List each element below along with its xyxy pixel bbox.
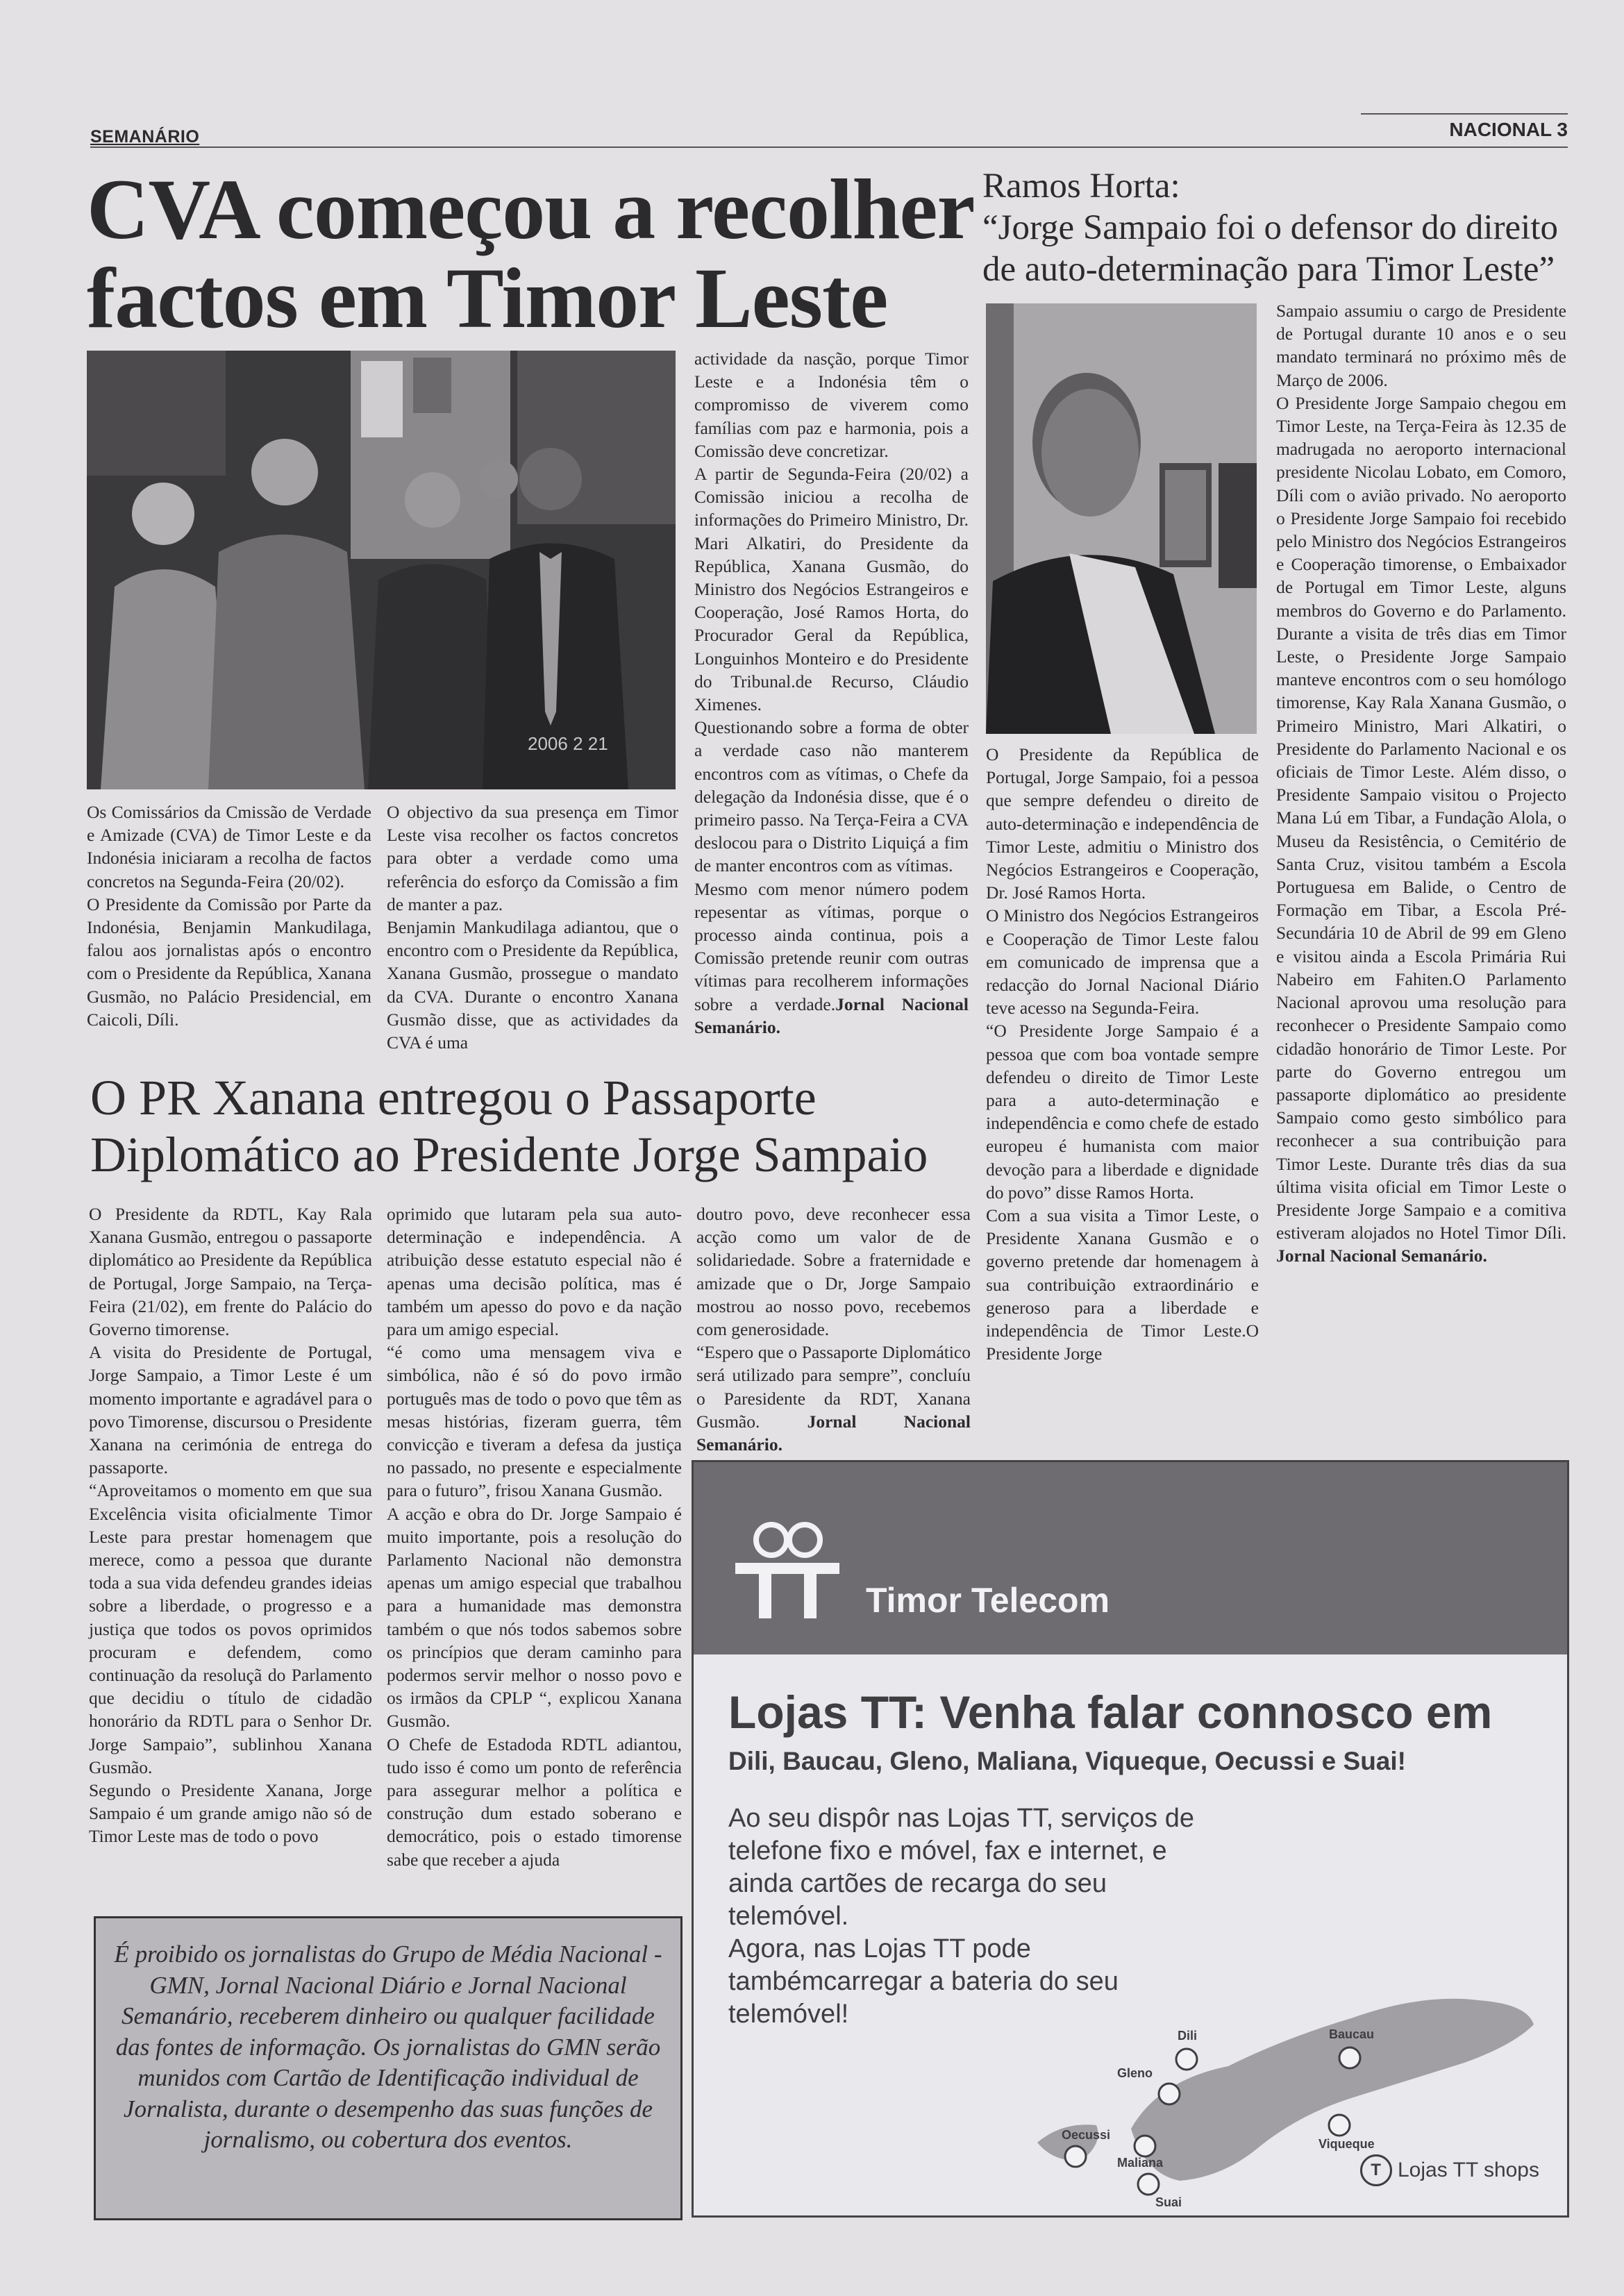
notice-text: É proibido os jornalistas do Grupo de Média Nacional - GMN, Jornal Nacional Diário e Jornal Nacional Semanário, receberem dinheiro ou qualquer facilidade das fontes de informação. Os jornalistas do GMN serão munidos com Cartão de Identificação individual de Jornalista, durante o desempenho das suas funções de jornalismo, ou cobertura dos eventos. — [114, 1941, 662, 2153]
paragraph — [696, 1341, 971, 1456]
paragraph — [694, 878, 969, 1039]
paragraph: Questionando sobre a forma de obter a verdade caso não manterem encontros com as vítimas, o Chefe da delegação da Indonésia disse, que é o primeiro passo. Na Terça-Feira a CVA deslocou para o Distrito Liquiçá a fim de manter encontros com as vítimas. — [694, 717, 969, 876]
map-marker-baucau — [1339, 2047, 1360, 2068]
section-label: SEMANÁRIO — [90, 127, 200, 146]
map-label-maliana: Maliana — [1117, 2156, 1164, 2170]
map-marker-gleno — [1159, 2084, 1180, 2104]
article2-photo — [986, 303, 1257, 734]
tt-logo-icon — [735, 1518, 839, 1622]
map-label-dili: Dili — [1178, 2029, 1198, 2043]
lojas-tt-icon: T — [1360, 2154, 1392, 2186]
map-label-viqueque: Viqueque — [1319, 2137, 1375, 2151]
paragraph-text: “Espero que o Passaporte Diplomático será utilizado para sempre”, concluíu o Paresidente da RDT, Xanana Gusmão. — [696, 1342, 971, 1432]
ad-banner — [694, 1462, 1567, 1654]
ad-shops-label — [1360, 2154, 1539, 2186]
article1-headline: CVA começou a recolher factos em Timor Leste — [87, 162, 973, 346]
map-marker-oecussi — [1065, 2146, 1086, 2167]
article2-column-2 — [1276, 299, 1566, 1268]
timor-telecom-ad — [692, 1460, 1569, 2218]
paragraph-text: Mesmo com menor número podem repesentar as vítimas, porque o processo ainda continua, pois a Comissão pretende reunir com outras vítimas para recolherem informações sobre a verdade. — [694, 878, 969, 1014]
paragraph: Segundo o Presidente Xanana, Jorge Sampaio é um grande amigo não só de Timor Leste mas de todo o povo — [89, 1780, 372, 1847]
article2-column-1 — [986, 743, 1259, 1365]
paragraph-text: O Presidente Jorge Sampaio chegou em Timor Leste, na Terça-Feira às 12.35 de madrugada no aeroporto internacional presidente Nicolau Lobato, em Comoro, Díli com o avião privado. No aeroporto o Presidente Jorge Sampaio foi recebido pelo Ministro dos Negócios Estrangeiros e Cooperação timorense, o Embaixador de Portugal em Timor Leste, alguns membros do Governo e do Parlamento. Durante a visita de três dias em Timor Leste, o Presidente Jorge Sampaio manteve encontros com o seu homólogo timorense, Kay Rala Xanana Gusmão, o Primeiro Ministro, Mari Alkatiri, o Presidente do Parlamento Nacional e os oficiais de Timor Leste. Além disso, o Presidente Sampaio visitou o Projecto Mana Lú em Tibar, a Fundação Alola, o Museu da Resistência, o Cemitério de Santa Cruz, visitou também a Escola Portuguesa em Balide, o Centro de Formação em Tibar, a Escola Pré-Secundária 10 de Abril de 99 em Gleno e visitou ainda a Escola Primária Rui Nabeiro em Fahiten.O Parlamento Nacional aprovou uma resolução para reconhecer o Presidente Sampaio como cidadão honorário de Timor Leste. Por parte do Governo entregou um passaporte diplomático ao presidente Sampaio como gesto simbólico para reconhecer a sua contribuição para Timor Leste. Durante três dias da sua última visita oficial em Timor Leste o Presidente Jorge Sampaio e a comitiva estiveram alojados no Hotel Timor Díli. — [1276, 392, 1566, 1243]
shops-label-text: Lojas TT shops — [1397, 2159, 1539, 2181]
map-marker-maliana — [1135, 2136, 1155, 2156]
article3-headline — [90, 1069, 976, 1183]
paragraph: A acção e obra do Dr. Jorge Sampaio é muito importante, pois a resolução do Parlamento Nacional não demonstra apenas um amigo especial que trabalhou para a humanidade mas demonstra também o que nós todos sabemos sobre os princípios que deram caminho para podermos servir melhor o nosso povo e os irmãos da CPLP “, explicou Xanana Gusmão. — [387, 1503, 682, 1732]
paragraph: O Chefe de Estadoda RDTL adiantou, tudo isso é como um ponto de referência para assegurar melhor a política e construção dum estado soberano e democrático, pois o estado timorense sabe que receber a ajuda — [387, 1734, 682, 1870]
article3-column-3 — [696, 1203, 971, 1456]
article3-signature: Jornal Nacional Semanário. — [696, 1411, 971, 1455]
paragraph: A visita do Presidente de Portugal, Jorge Sampaio, a Timor Leste é um momento importante e agradável para o povo Timorense, discursou o Presidente Xanana na cerimónia de entrega do passaporte. — [89, 1342, 372, 1478]
paragraph: Os Comissários da Cmissão de Verdade e Amizade (CVA) de Timor Leste e da Indonésia iniciaram a recolha de factos concretos na Segunda-Feira (20/02). — [87, 802, 371, 891]
paragraph: actividade da nasção, porque Timor Leste e a Indonésia têm o compromisso de viverem como famílias com paz e harmonia, pois a Comissão deve concretizar. — [694, 349, 969, 461]
paragraph: O Presidente da Comissão por Parte da Indonésia, Benjamin Mankudilaga, falou aos jornalistas após o encontro com o Presidente da República, Xanana Gusmão, no Palácio Presidencial, em Caicoli, Díli. — [87, 894, 371, 1030]
paragraph: O Presidente da República de Portugal, Jorge Sampaio, foi a pessoa que sempre defendeu o direito de auto-determinação e independência de Timor Leste, admitiu o Ministro dos Negócios Estrangeiros e Cooperação, Dr. José Ramos Horta. — [986, 744, 1259, 903]
article3-headline-line2: Diplomático ao Presidente Jorge Sampaio — [90, 1127, 928, 1182]
ad-cities-line: Dili, Baucau, Gleno, Maliana, Viqueque, Oecussi e Suai! — [728, 1747, 1406, 1775]
article1-photo — [87, 351, 676, 789]
article1-signature: Jornal Nacional Semanário. — [694, 994, 969, 1037]
photo-date-stamp: 2006 2 21 — [528, 733, 608, 754]
page-label: NACIONAL 3 — [1361, 113, 1568, 141]
article2-headline-line2: “Jorge Sampaio foi o defensor do direito de auto-determinação para Timor Leste” — [982, 208, 1559, 289]
paragraph: A partir de Segunda-Feira (20/02) a Comissão iniciou a recolha de informações do Primeiro Ministro, Dr. Mari Alkatiri, do Presidente da República, Xanana Gusmão, do Ministro dos Negócios Estrangeiros e Cooperação, José Ramos Horta, do Procurador Geral da República, Longuinhos Monteiro e do Presidente do Tribunal.de Recurso, Cláudio Ximenes. — [694, 464, 969, 715]
paragraph: O objectivo da sua presença em Timor Leste visa recolher os factos concretos para obter a verdade como uma referência do esforço da Comissão a fim de manter a paz. — [387, 802, 678, 914]
paragraph: “O Presidente Jorge Sampaio é a pessoa que com boa vontade sempre defendeu o direito de Timor Leste para a auto-determinação e independência e como chefe de estado europeu é humanista com maior devoção para a liberdade e dignidade do povo” disse Ramos Horta. — [986, 1021, 1259, 1203]
map-label-baucau: Baucau — [1329, 2027, 1375, 2041]
map-marker-viqueque — [1329, 2115, 1350, 2136]
map-marker-suai — [1138, 2174, 1159, 2195]
article2-headline — [982, 165, 1566, 290]
paragraph: Com a sua visita a Timor Leste, o Presidente Xanana Gusmão e o governo pretende dar homenagem à sua contribuição extraordinário e generoso para a liberdade e independência de Timor Leste.O Presidente Jorge — [986, 1205, 1259, 1364]
ad-brand-name: Timor Telecom — [866, 1581, 1110, 1620]
article1-column-1 — [87, 801, 371, 1031]
map-marker-dili — [1176, 2049, 1197, 2070]
map-label-suai: Suai — [1155, 2195, 1182, 2209]
paragraph: “Aproveitamos o momento em que sua Excelência visita oficialmente Timor Leste para prestar homenagem que merece, como a pessoa que durante toda a sua vida defendeu grandes ideias sobre a liberdade, o progresso e a justiça que todos os povos oprimidos procuram e defendem, como continuação da resoluçã do Parlamento que decidiu o título de cidadão honorário da RDTL para o Senhor Dr. Jorge Sampaio”, sublinhou Xanana Gusmão. — [89, 1480, 372, 1777]
ad-body-paragraph: Agora, nas Lojas TT pode tambémcarregar a bateria do seu telemóvel! — [728, 1934, 1119, 2029]
article3-headline-line1: O PR Xanana entregou o Passaporte — [90, 1070, 817, 1125]
article2-signature: Jornal Nacional Semanário. — [1276, 1246, 1487, 1266]
article1-column-2 — [387, 801, 678, 1054]
article3-column-1 — [89, 1203, 372, 1848]
ad-title: Lojas TT: Venha falar connosco em — [728, 1686, 1493, 1738]
map-label-oecussi: Oecussi — [1062, 2128, 1111, 2142]
map-label-gleno: Gleno — [1117, 2066, 1153, 2080]
article2-headline-line1: Ramos Horta: — [982, 167, 1180, 206]
paragraph: doutro povo, deve reconhecer essa acção como um valor de de solidariedade. Sobre a fraternidade e amizade que o Dr, Jorge Sampaio mostrou ao nosso povo, recebemos com generosidade. — [696, 1204, 971, 1340]
paragraph: O Ministro dos Negócios Estrangeiros e Cooperação de Timor Leste falou em comunicado de imprensa que a redacção do Jornal Nacional Diário teve acesso na Segunda-Feira. — [986, 905, 1259, 1019]
paragraph: Benjamin Mankudilaga adiantou, que o encontro com o Presidente da República, Xanana Gusmão, prossegue o mandato da CVA. Durante o encontro Xanana Gusmão disse, que as actividades da CVA é uma — [387, 917, 678, 1053]
journalist-notice-box — [94, 1916, 683, 2220]
header-rule — [90, 146, 1568, 148]
paragraph: O Presidente da RDTL, Kay Rala Xanana Gusmão, entregou o passaporte diplomático ao Presidente da República de Portugal, Jorge Sampaio, na Terça-Feira (21/02), em frente do Palácio do Governo timorense. — [89, 1204, 372, 1340]
article1-column-3 — [694, 347, 969, 1039]
article3-column-2 — [387, 1203, 682, 1871]
paragraph: oprimido que lutaram pela sua auto-determinação e independência. A atribuição desse estatuto especial não é apenas uma decisão política, mas é também um apesso do povo e da nação para um amigo especial. — [387, 1204, 682, 1340]
ad-body-paragraph: Ao seu dispôr nas Lojas TT, serviços de telefone fixo e móvel, fax e internet, e ainda cartões de recarga do seu telemóvel. — [728, 1804, 1194, 1931]
paragraph — [1276, 392, 1566, 1268]
paragraph: “é como uma mensagem viva e simbólica, não é só do povo irmão português mas de todo o povo que têm as mesas histórias, fizeram guerra, têm convicção e tiveram a defesa da justiça no passado, no presente e especialmente para o futuro”, frisou Xanana Gusmão. — [387, 1342, 682, 1501]
paragraph: Sampaio assumiu o cargo de Presidente de Portugal durante 10 anos e o seu mandato terminará no próximo mês de Março de 2006. — [1276, 301, 1566, 390]
timor-island-shape — [1131, 1999, 1534, 2181]
